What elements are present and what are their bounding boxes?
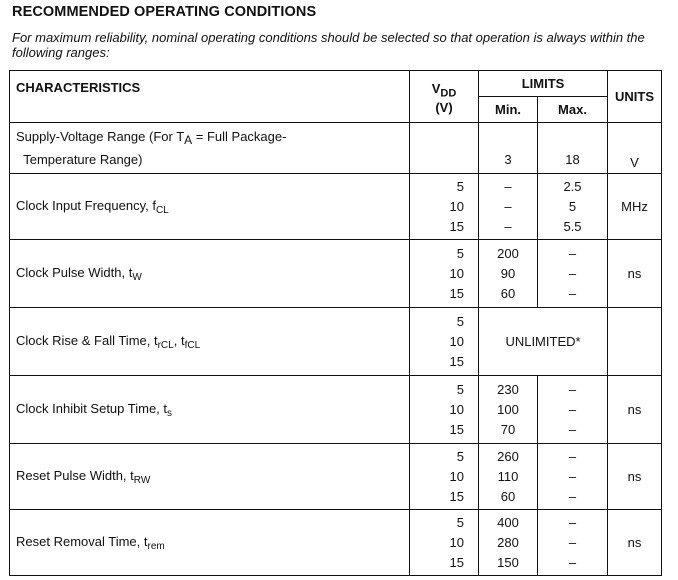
vdd-value: 10 [449,534,464,550]
min-value: 90 [500,265,516,281]
row-max [538,174,608,240]
table-row [10,240,662,308]
row-label-rest: = Full Package- [192,129,287,144]
vdd-value: 10 [449,401,464,417]
max-value: 18 [565,152,580,167]
row-label [10,240,410,308]
min-value: 230 [497,381,519,397]
units-value: ns [627,469,642,484]
row-max [538,240,608,308]
row-label-text: Clock Pulse Width, t [16,264,133,280]
header-vdd [410,71,479,123]
min-value: 100 [497,401,519,417]
row-label-sub2: fCL [184,339,201,351]
min-value: 280 [497,534,519,550]
max-value: 5.5 [563,218,582,234]
intro-text: For maximum reliability, nominal operating conditions should be selected so that operation is always within the following ranges: [12,30,645,60]
max-value: – [568,421,577,437]
row-label-line2: Temperature Range) [23,152,143,167]
min-value: – [504,218,512,234]
row-min [479,123,538,174]
row-units [608,308,662,376]
row-min [479,510,538,576]
row-vdd [410,240,479,308]
row-label-text: Reset Pulse Width, t [16,467,134,483]
header-max: Max. [538,97,608,123]
row-vdd [410,376,479,444]
table-row [10,376,662,444]
row-label [10,308,410,376]
row-max [538,376,608,444]
units-value: ns [627,535,642,550]
row-label-text: Reset Removal Time, t [16,533,148,549]
row-vdd [410,510,479,576]
max-value: – [568,468,577,484]
row-label-sub: rem [147,540,165,552]
max-value: – [568,554,577,570]
vdd-value: 10 [449,468,464,484]
row-limits-combined [479,308,608,376]
min-value: 70 [500,421,516,437]
row-label [10,444,410,510]
header-vdd-main: V [431,81,441,97]
vdd-value: 5 [456,245,464,261]
header-limits: LIMITS [479,71,608,97]
operating-conditions-table [9,70,662,576]
row-label [10,376,410,444]
section-title: RECOMMENDED OPERATING CONDITIONS [12,4,317,20]
max-value: – [568,401,577,417]
header-characteristics: CHARACTERISTICS [10,71,410,123]
row-label-mid: , t [173,332,185,348]
table-row [10,510,662,576]
row-units [608,376,662,444]
table-row [10,174,662,240]
vdd-value: 15 [449,218,464,234]
table-row [10,308,662,376]
row-label [10,510,410,576]
units-value: V [630,155,639,170]
header-min: Min. [479,97,538,123]
row-vdd [410,308,479,376]
vdd-value: 5 [456,448,464,464]
row-max [538,123,608,174]
min-value: 3 [504,152,512,167]
max-value: 5 [568,198,577,214]
row-min [479,376,538,444]
row-units [608,240,662,308]
row-label-sub: RW [133,474,151,486]
min-value: 150 [497,554,519,570]
row-vdd [410,174,479,240]
table-row [10,444,662,510]
max-value: – [568,285,577,301]
vdd-value: 5 [456,381,464,397]
row-min [479,444,538,510]
row-label [10,123,410,174]
header-units: UNITS [608,71,662,123]
vdd-value: 15 [449,488,464,504]
min-value: 260 [497,448,519,464]
min-value: – [504,198,512,214]
min-value: 60 [500,285,516,301]
row-label-text: Clock Rise & Fall Time, t [16,332,158,348]
row-units [608,510,662,576]
row-label-text: Supply-Voltage Range (For T [16,129,185,144]
min-value: 200 [497,245,519,261]
row-units [608,444,662,510]
unlimited-value: UNLIMITED* [505,334,581,349]
min-value: 60 [500,488,516,504]
max-value: – [568,448,577,464]
max-value: – [568,245,577,261]
row-min [479,240,538,308]
vdd-value: 5 [456,313,464,329]
min-value: 110 [497,468,519,484]
vdd-value: 10 [449,265,464,281]
row-label-text: Clock Input Frequency, f [16,197,156,213]
max-value: – [568,265,577,281]
units-value: ns [627,402,642,417]
vdd-value: 10 [449,198,464,214]
row-units [608,174,662,240]
vdd-value: 15 [449,353,464,369]
max-value: – [568,514,577,530]
vdd-value: 15 [449,421,464,437]
max-value: – [568,381,577,397]
row-label-sub: rCL [157,339,174,351]
max-value: – [568,488,577,504]
row-max [538,444,608,510]
row-label [10,174,410,240]
row-min [479,174,538,240]
row-vdd [410,444,479,510]
vdd-value: 15 [449,554,464,570]
max-value: – [568,534,577,550]
row-max [538,510,608,576]
vdd-value: 10 [449,333,464,349]
row-label-text: Clock Inhibit Setup Time, t [16,400,168,416]
row-label-sub: A [184,133,193,147]
header-vdd-sub: DD [440,87,457,100]
row-units [608,123,662,174]
row-vdd [410,123,479,174]
vdd-value: 5 [456,178,464,194]
vdd-value: 5 [456,514,464,530]
units-value: MHz [621,199,648,214]
min-value: – [504,178,512,194]
row-label-sub: CL [155,204,169,216]
header-vdd-unit: (V) [435,99,453,115]
units-value: ns [627,266,642,281]
table-row [10,123,662,174]
vdd-value: 15 [449,285,464,301]
row-label-sub: s [167,407,173,419]
max-value: 2.5 [563,178,582,194]
min-value: 400 [497,514,519,530]
row-label-sub: W [132,271,142,283]
